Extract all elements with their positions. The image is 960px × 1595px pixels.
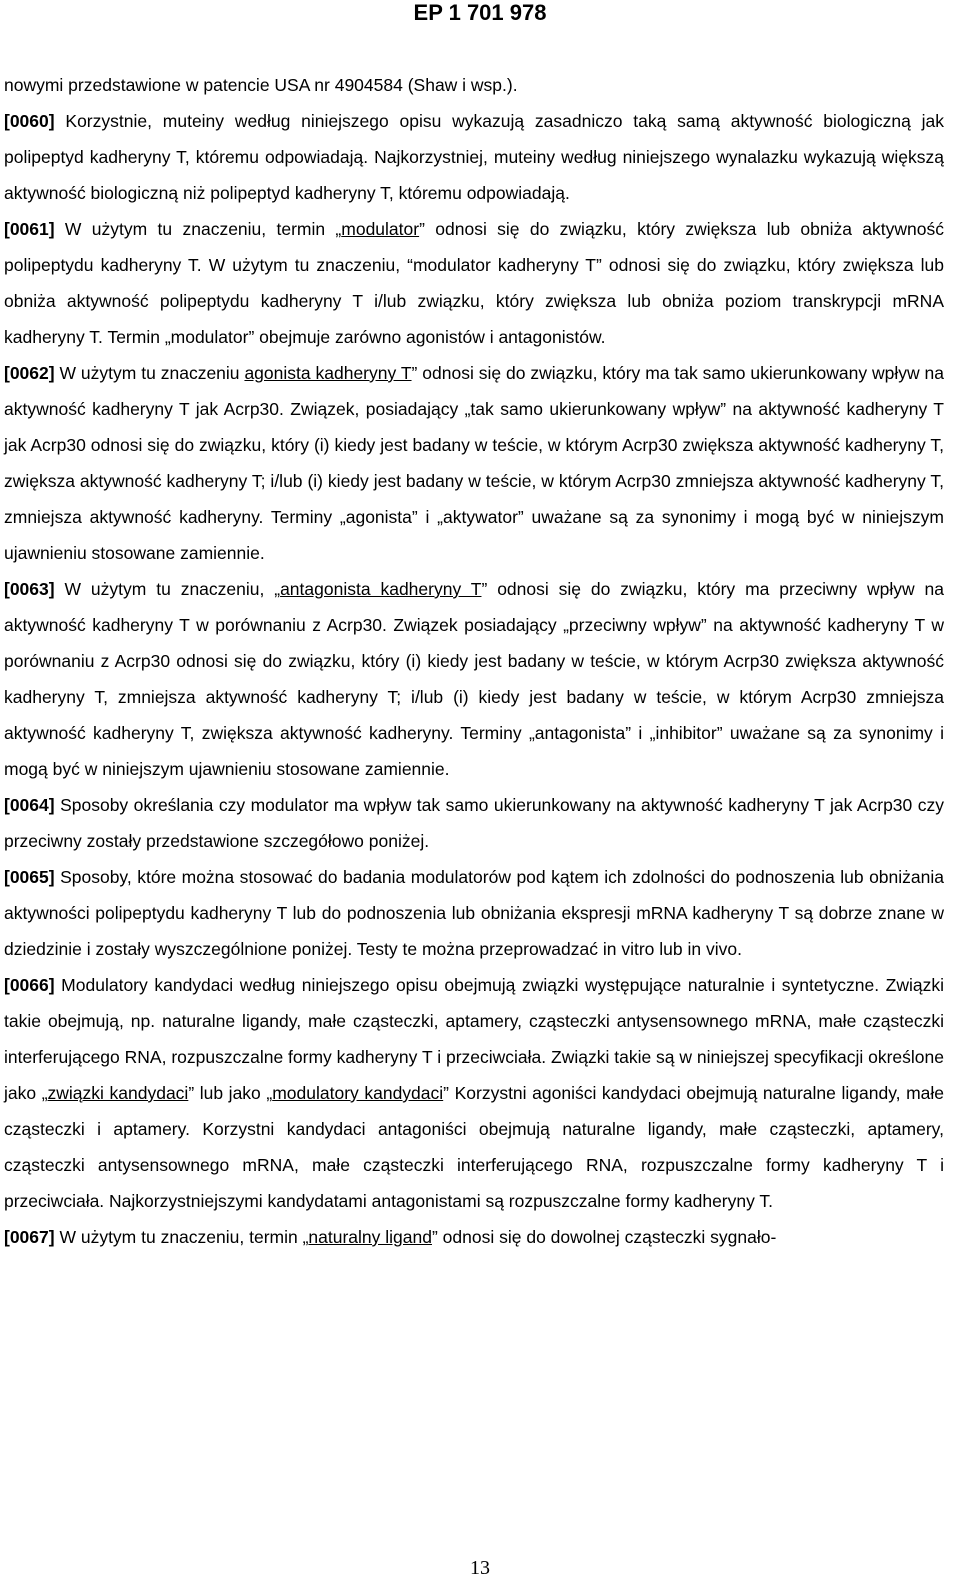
paragraph-number: [0066] [4,975,55,995]
paragraph [4,1219,944,1255]
paragraph [4,103,944,211]
paragraph-number: [0063] [4,579,55,599]
paragraph-text: ” odnosi się do związku, który ma tak samo ukierunkowany wpływ na aktywność kadheryny T jak Acrp30. Związek, posiadający „tak samo ukierunkowany wpływ” na aktywność kadheryny T jak Acrp30 odnosi się do związku, który (i) kiedy jest badany w teście, w którym Acrp30 zwiększa aktywność kadheryny T, zwiększa aktywność kadheryny T; i/lub (i) kiedy jest badany w teście, w którym Acrp30 zmniejsza aktywność kadheryny T, zmniejsza aktywność kadheryny. Terminy „agonista” i „aktywator” uważane są za synonimy i mogą być w niniejszym ujawnieniu stosowane zamiennie. [4,363,944,563]
paragraph-text: nowymi przedstawione w patencie USA nr 4904584 (Shaw i wsp.). [4,75,518,95]
paragraph-text: ” odnosi się do związku, który zwiększa lub obniża aktywność polipeptydu kadheryny T. W użytym tu znaczeniu, “modulator kadheryny T” odnosi się do związku, który zwiększa lub obniża aktywność polipeptydu kadheryny T i/lub związku, który zwiększa lub obniża poziom transkrypcji mRNA kadheryny T. Termin „modulator” obejmuje zarówno agonistów i antagonistów. [4,219,944,347]
paragraph-text: Sposoby określania czy modulator ma wpływ tak samo ukierunkowany na aktywność kadheryny T jak Acrp30 czy przeciwny zostały przedstawione szczegółowo poniżej. [4,795,944,851]
patent-number-header: EP 1 701 978 [413,0,547,25]
paragraph-number: [0065] [4,867,55,887]
paragraph [4,967,944,1219]
paragraph-text: ” Korzystni agoniści kandydaci obejmują naturalne ligandy, małe cząsteczki i aptamery. Korzystni kandydaci antagoniści obejmują naturalne ligandy, małe cząsteczki, aptamery, cząsteczki antysensownego mRNA, małe cząsteczki interferującego RNA, rozpuszczalne formy kadheryny T i przeciwciała. Najkorzystniejszymi kandydatami antagonistami są rozpuszczalne formy kadheryny T. [4,1083,945,1211]
defined-term: modulator [341,219,420,239]
paragraph-text: ” lub jako „ [188,1083,273,1103]
defined-term: związki kandydaci [47,1083,189,1103]
paragraph-text: ” odnosi się do związku, który ma przeciwny wpływ na aktywność kadheryny T w porównaniu z Acrp30. Związek posiadający „przeciwny wpływ” na aktywność kadheryny T w porównaniu z Acrp30 odnosi się do związku, który (i) kiedy jest badany w teście, w którym Acrp30 zwiększa aktywność kadheryny T, zmniejsza aktywność kadheryny T; i/lub (i) kiedy jest badany w teście, w którym Acrp30 zmniejsza aktywność kadheryny T, zwiększa aktywność kadheryny. Terminy „antagonista” i „inhibitor” uważane są za synonimy i mogą być w niniejszym ujawnieniu stosowane zamiennie. [4,579,944,779]
paragraph [4,67,944,103]
paragraph-text: Korzystnie, muteiny według niniejszego opisu wykazują zasadniczo taką samą aktywność biologiczną jak polipeptyd kadheryny T, któremu odpowiadają. Najkorzystniej, muteiny według niniejszego wynalazku wykazują większą aktywność biologiczną niż polipeptyd kadheryny T, któremu odpowiadają. [4,111,944,203]
paragraph-number: [0062] [4,363,55,383]
defined-term: naturalny ligand [308,1227,432,1247]
paragraph-number: [0064] [4,795,55,815]
paragraph-text: ” odnosi się do dowolnej cząsteczki sygnało- [431,1227,777,1247]
paragraph-number: [0067] [4,1227,55,1247]
paragraph-text: Sposoby, które można stosować do badania modulatorów pod kątem ich zdolności do podnoszenia lub obniżania aktywności polipeptydu kadheryny T lub do podnoszenia lub obniżania ekspresji mRNA kadheryny T są dobrze znane w dziedzinie i zostały wyszczególnione poniżej. Testy te można przeprowadzać in vitro lub in vivo. [4,867,944,959]
defined-term: antagonista kadheryny T [280,579,482,599]
document-body [4,67,944,1255]
paragraph-text: W użytym tu znaczeniu, termin „ [54,219,342,239]
paragraph [4,859,944,967]
defined-term: modulatory kandydaci [272,1083,444,1103]
paragraph-text: W użytym tu znaczeniu, termin „ [54,1227,309,1247]
page-number: 13 [470,1557,490,1579]
paragraph [4,355,944,571]
paragraph-text: W użytym tu znaczeniu, „ [54,579,281,599]
defined-term: agonista kadheryny T [244,363,412,383]
paragraph [4,787,944,859]
paragraph [4,211,944,355]
paragraph-number: [0060] [4,111,55,131]
paragraph [4,571,944,787]
paragraph-text: W użytym tu znaczeniu [54,363,245,383]
paragraph-number: [0061] [4,219,55,239]
paragraph-text: Modulatory kandydaci według niniejszego opisu obejmują związki występujące naturalnie i syntetyczne. Związki takie obejmują, np. naturalne ligandy, małe cząsteczki, aptamery, cząsteczki antysensownego mRNA, małe cząsteczki interferującego RNA, rozpuszczalne formy kadheryny T i przeciwciała. Związki takie są w niniejszej specyfikacji określone jako „ [4,975,944,1103]
